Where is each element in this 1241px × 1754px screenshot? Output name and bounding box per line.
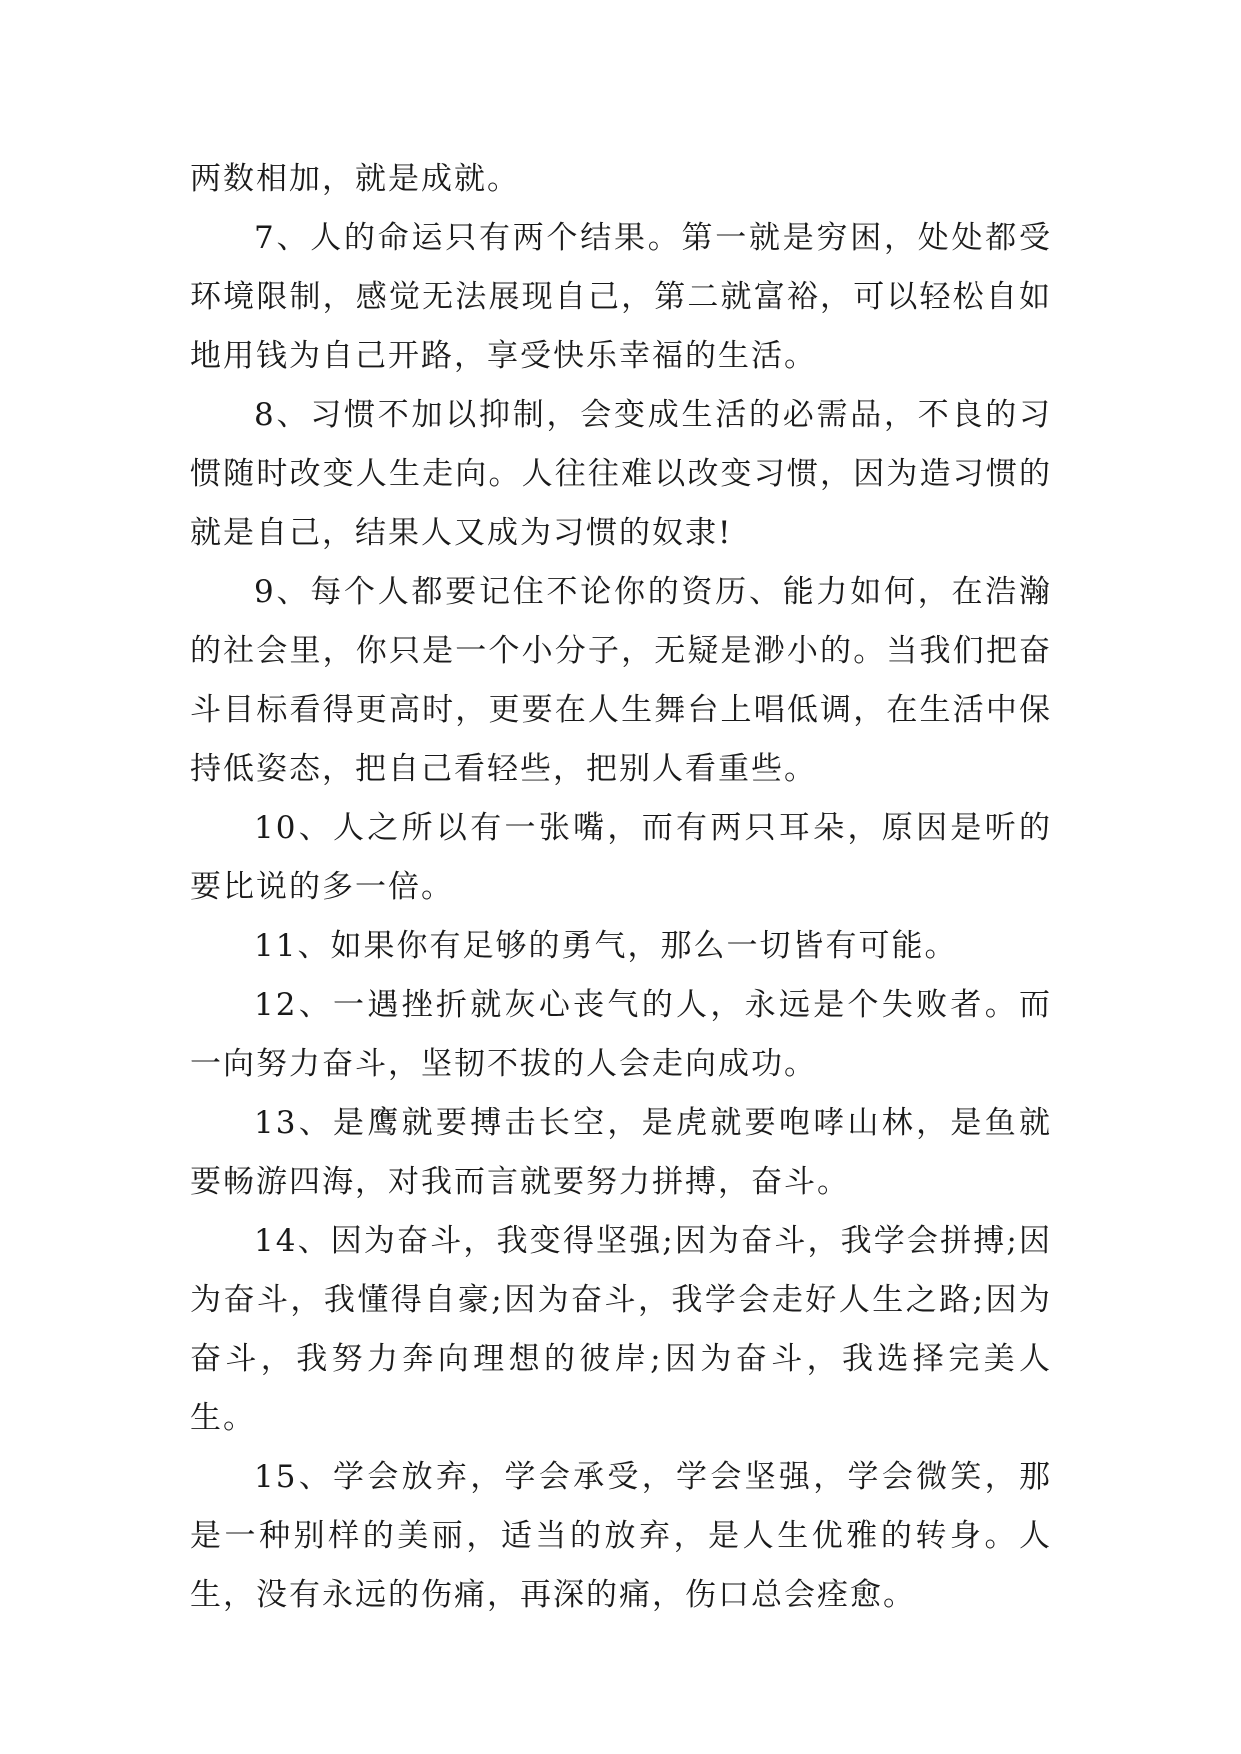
paragraph-item-9: 9、每个人都要记住不论你的资历、能力如何，在浩瀚的社会里，你只是一个小分子，无疑是渺小的。当我们把奋斗目标看得更高时，更要在人生舞台上唱低调，在生活中保持低姿态，把自己看轻些，把别人看重些。 [190, 574, 1052, 787]
document-body [190, 150, 1052, 1625]
paragraph-item-13: 13、是鹰就要搏击长空，是虎就要咆哮山林，是鱼就要畅游四海，对我而言就要努力拼搏，奋斗。 [190, 1105, 1052, 1200]
paragraph-item-10: 10、人之所以有一张嘴，而有两只耳朵，原因是听的要比说的多一倍。 [190, 810, 1052, 905]
paragraph-item-7: 7、人的命运只有两个结果。第一就是穷困，处处都受环境限制，感觉无法展现自己，第二就富裕，可以轻松自如地用钱为自己开路，享受快乐幸福的生活。 [190, 220, 1052, 374]
paragraph-item-12: 12、一遇挫折就灰心丧气的人，永远是个失败者。而一向努力奋斗，坚韧不拔的人会走向成功。 [190, 987, 1052, 1082]
paragraph-item-14: 14、因为奋斗，我变得坚强;因为奋斗，我学会拼搏;因为奋斗，我懂得自豪;因为奋斗，我学会走好人生之路;因为奋斗，我努力奔向理想的彼岸;因为奋斗，我选择完美人生。 [190, 1223, 1052, 1436]
paragraph-item-8: 8、习惯不加以抑制，会变成生活的必需品，不良的习惯随时改变人生走向。人往往难以改变习惯，因为造习惯的就是自己，结果人又成为习惯的奴隶! [190, 397, 1052, 551]
paragraph-item-11: 11、如果你有足够的勇气，那么一切皆有可能。 [254, 928, 958, 964]
paragraph-continuation: 两数相加，就是成就。 [190, 161, 520, 197]
paragraph-item-15: 15、学会放弃，学会承受，学会坚强，学会微笑，那是一种别样的美丽，适当的放弃，是人生优雅的转身。人生，没有永远的伤痛，再深的痛，伤口总会痊愈。 [190, 1459, 1052, 1613]
